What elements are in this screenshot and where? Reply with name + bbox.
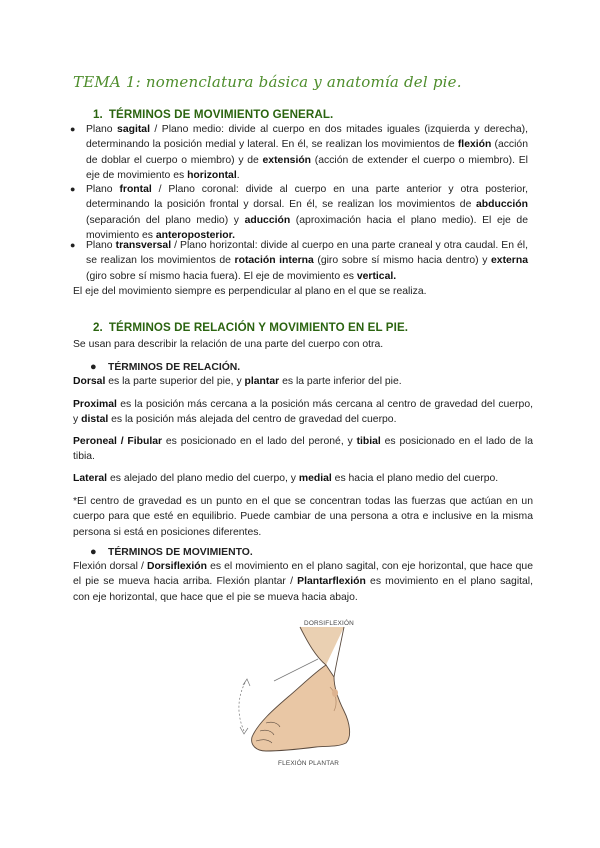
- page-title: TEMA 1: nomenclatura básica y anatomía del pie.: [73, 73, 462, 91]
- section1-closing: El eje del movimiento siempre es perpendicular al plano en el que se realiza.: [73, 286, 427, 297]
- section1-number: 1.: [93, 108, 103, 121]
- list-item-frontal: ● Plano frontal / Plano coronal: divide al cuerpo en una parte anterior y otra posterior, determinando la posición frontal y dorsal. En él, se realizan los movimientos de abducción (separación del plano medio) y aducción (aproximación hacia el plano medio). El eje de movimiento es anteroposterior.: [70, 184, 528, 241]
- label-dorsiflexion: DORSIFLEXIÓN: [304, 620, 354, 627]
- paragraph-movement: Flexión dorsal / Dorsiflexión es el movimiento en el plano sagital, con eje horizontal, que hace que el pie se mueva hacia arriba. Flexión plantar / Plantarflexión es movimiento en el plano sagital, con eje horizontal, que hace que el pie se mueva hacia abajo.: [73, 561, 533, 603]
- section1-heading-text: TÉRMINOS DE MOVIMIENTO GENERAL.: [108, 108, 334, 121]
- subheading-relation: ● TÉRMINOS DE RELACIÓN.: [90, 361, 241, 373]
- section2-heading-text: TÉRMINOS DE RELACIÓN Y MOVIMIENTO EN EL PIE.: [108, 321, 409, 334]
- paragraph-note: *El centro de gravedad es un punto en el que se concentran todas las fuerzas que actúan en un cuerpo para que esté en equilibrio. Puede cambiar de una persona a otra e inclusive en la misma persona si está en posiciones diferentes.: [73, 496, 533, 538]
- section2-number: 2.: [93, 321, 103, 334]
- paragraph-peroneal: Peroneal / Fibular es posicionado en el lado del peroné, y tibial es posicionado en el lado de la tibia.: [73, 436, 533, 463]
- motion-arc: [239, 681, 246, 731]
- bullet-icon: ●: [90, 546, 97, 558]
- bullet-icon: ●: [90, 361, 97, 373]
- label-plantar-flexion: FLEXIÓN PLANTAR: [278, 760, 340, 767]
- paragraph-dorsal: Dorsal es la parte superior del pie, y plantar es la parte inferior del pie.: [73, 376, 402, 387]
- section2-heading: [93, 321, 408, 334]
- subheading-movement: ● TÉRMINOS DE MOVIMIENTO.: [90, 546, 253, 558]
- paragraph-proximal: Proximal es la posición más cercana a la posición más cercana al centro de gravedad del cuerpo, y distal es la posición más alejada del centro de gravedad del cuerpo.: [73, 399, 533, 426]
- paragraph-lateral: Lateral es alejado del plano medio del cuerpo, y medial es hacia el plano medio del cuerpo.: [73, 473, 499, 484]
- bullet-icon: ●: [70, 184, 76, 194]
- list-item-transversal: ● Plano transversal / Plano horizontal: divide al cuerpo en una parte craneal y otra caudal. En él, se realizan los movimientos de rotación interna (giro sobre sí mismo hacia dentro) y externa (giro sobre sí mismo hacia fuera). El eje de movimiento es vertical.: [70, 240, 528, 282]
- bullet-icon: ●: [70, 240, 76, 250]
- malleolus: [332, 689, 338, 697]
- foot-flexion-illustration: [222, 613, 382, 773]
- section1-heading: [93, 108, 333, 121]
- section2-intro: Se usan para describir la relación de una parte del cuerpo con otra.: [73, 339, 384, 350]
- arrow-up-icon: [243, 679, 250, 686]
- bullet-icon: ●: [70, 124, 76, 134]
- list-item-sagital: ● Plano sagital / Plano medio: divide al cuerpo en dos mitades iguales (izquierda y derecha), determinando la posición medial y lateral. En él, se realizan los movimientos de flexión (acción de doblar el cuerpo o miembro) y de extensión (acción de extender el cuerpo o miembro). El eje de movimiento es horizontal.: [70, 124, 528, 181]
